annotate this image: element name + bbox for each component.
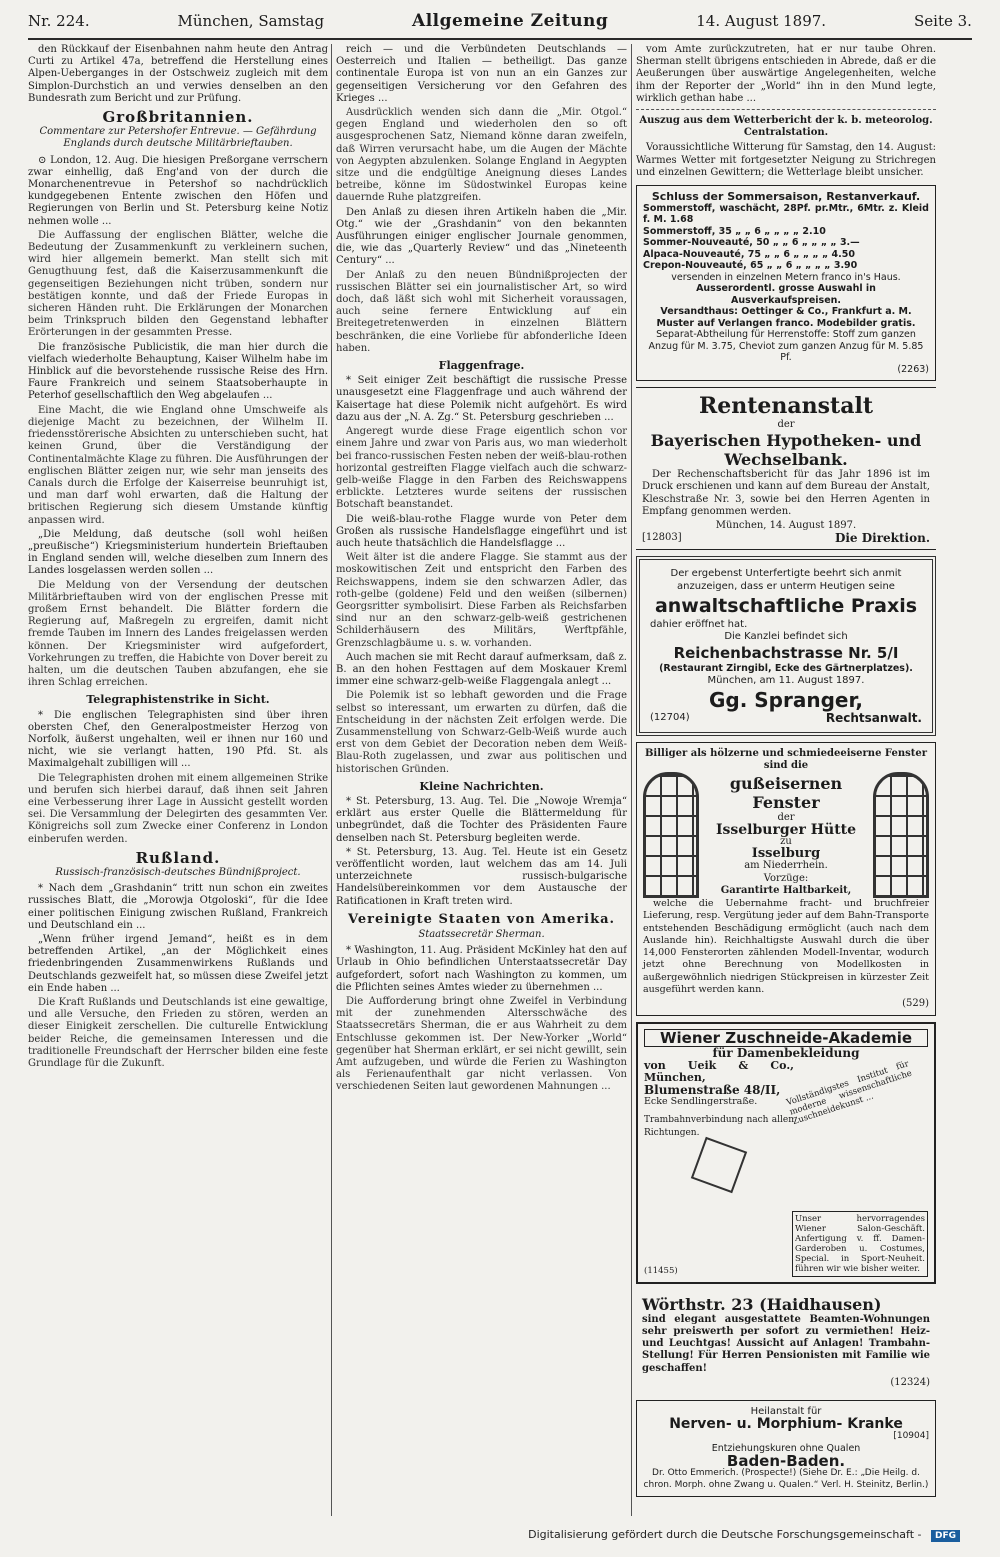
ad-code: [10904]: [893, 1431, 929, 1442]
newspaper-title: Allgemeine Zeitung: [412, 11, 609, 31]
ad-box: Unser hervorragendes Wiener Salon-Geschäft. Anfertigung v. ff. Damen-Garderoben u. Costumes, Special. in Sport-Neuheit. führen wir wie bisher weiter.: [792, 1211, 928, 1277]
ad-guarantee: Garantirte Haltbarkeit,: [720, 884, 852, 896]
text-fill: Die Aufforderung bringt ohne Zweifel in Verbindung mit der zunehmenden Altersschwäche des Staatssecretärs Sherman, die er aus Wahrheit zu dem Entschlusse gekommen ist. Der New-Yorker „World“ gegenüber hat Sherman erklärt, er sei nicht gewillt, sein Amt aufzugeben, und würde die Ferien zu Washington als Ferienaufenthalt gar nicht verlassen. Von verschiedenen Seiten laut gewordenen Mahnungen ...: [336, 996, 627, 1093]
ad-text: Der Rechenschaftsbericht für das Jahr 1896 ist im Druck erschienen und kann auf dem Bureau der Anstalt, Kleschstraße Nr. 3, sowie bei den Herren Agenten in Empfang genommen werden.: [642, 469, 930, 517]
section-heading-flag: Flaggenfrage.: [438, 359, 525, 373]
article-paragraph: * Nach dem „Grashdanin“ tritt nun schon ein zweites russisches Blatt, die „Morowja Otgoloski“, für die Idee einer politischen Einigung zwischen Rußland, Frankreich und Deutschland ein ...: [28, 883, 328, 931]
window-illustration: [873, 772, 929, 898]
star-stamp-icon: [691, 1137, 747, 1193]
issue-number: Nr. 224.: [28, 12, 90, 30]
ad-code: (2263): [897, 363, 929, 375]
weather-text: Voraussichtliche Witterung für Samstag, den 14. August: Warmes Wetter mit fortgesetzter Neigung zu Strichregen und einzelnen Gewittern; die Wetterlage bleibt unsicher.: [636, 142, 936, 178]
page-header: [28, 8, 972, 34]
section-subheading-us: Staatssecretär Sherman.: [418, 929, 545, 941]
text-fill: Die Kraft Rußlands und Deutschlands ist eine gewaltige, und alle Versuche, den Frieden zu stören, werden an dieser Einigkeit zerschellen. Die culturelle Entwicklung beider Reiche, die gemeinsamen Interessen und die traditionelle Freundschaft der Herrscher bilden eine feste Grundlage für die Zukunft.: [28, 997, 328, 1070]
section-heading-ru: Rußland.: [135, 848, 221, 867]
article-paragraph: „Wenn früher irgend Jemand“, heißt es in dem betreffenden Artikel, „an der Möglichkeit eines friedenbringenden Zusammenwirkens Rußlands und Deutschlands gezweifelt hat, so müssen diese Zweifel jetzt ein Ende haben ...: [28, 934, 328, 994]
ad-text: sind elegant ausgestattete Beamten-Wohnungen sehr preiswerth per sofort zu vermiethen! Heiz- und Leuchtgas! Aussicht auf Anlagen! Trambahn-Stellung! Für Herren Pensionisten mit Familie wie geschaffen!: [642, 1313, 930, 1374]
ad-code: (529): [902, 997, 929, 1009]
article-paragraph: Die weiß-blau-rothe Flagge wurde von Peter dem Großen als russische Handelsflagge eingeführt und ist auch heute thatsächlich die Handelsflagge ...: [336, 513, 627, 549]
ad-restanverkauf: [636, 185, 936, 381]
text-fill: Eine Macht, die wie England ohne Umschweife als diejenige Macht zu bezeichnen, der Wilhelm II. friedensstörerische Absichten zu unterschieben sucht, hat keinen Grund, über die Verständigung der Continentalmächte Klage zu führen. Die Ausführungen der englischen Blätter zeigen nur, wie sehr man jenseits des Canals durch die Erfolge der Kaiserreise beunruhigt ist, und man darf wohl erwarten, daß die Haltung der britischen Regierung sich diesem Umstande künftig anpassen wird.: [28, 404, 328, 526]
column-3: [636, 44, 936, 1514]
ad-diagonal-text: Vollständigstes Institut für moderne wissenschaftliche Zuschneidekunst ...: [785, 1058, 914, 1127]
ad-name: Gg. Spranger,: [708, 687, 863, 712]
text-fill: Der Anlaß zu den neuen Bündnißprojecten der russischen Blätter sei ein journalistischer Art, so wird doch, daß läßt sich wohl mit Sicherheit voraussagen, auch seine fernere Entwicklung auf ein Breitegetretenwerden in einzelnen Blättern beschränken, die eine Vorliebe für abfonderliche Ideen haben.: [336, 269, 627, 354]
header-rule: [28, 38, 972, 40]
footer-text: Digitalisierung gefördert durch die Deutsche Forschungsgemeinschaft -: [528, 1528, 922, 1541]
dfg-logo: DFG: [931, 1530, 960, 1542]
ad-role: Rechtsanwalt.: [825, 710, 922, 725]
ad-rentenanstalt: [636, 387, 936, 550]
ad-date: München, am 11. August 1897.: [707, 675, 865, 687]
ad-doc: Dr. Otto Emmerich. (Prospecte!) (Siehe Dr. E.: „Die Heilg. d. chron. Morph. ohne Zwang u. Qualen.“ Verl. H. Steinitz, Berlin.): [643, 1467, 929, 1491]
ad-signature: Die Direktion.: [834, 531, 930, 546]
issue-date: 14. August 1897.: [696, 12, 827, 30]
article-paragraph: Die französische Publicistik, die man hier durch die vielfach wiederholte Behauptung, Kaiser Wilhelm habe im Hinblick auf die bevorstehende russische Reise des Hrn. Faure Frankreich und seinem Staatsoberhaupte in Peterhof gesellschaftlich den Weg abgelaufen ...: [28, 341, 328, 402]
column-divider: [631, 44, 632, 1516]
ad-top: Billiger als hölzerne und schmiedeeiserne Fenster sind die: [644, 747, 927, 772]
text-fill: Die Polemik ist so lebhaft geworden und die Frage selbst so interessant, um erwarten zu dürfen, daß die Entscheidung in der nächsten Zeit erfolgen werde. Die Zusammenstellung von Schwarz-Gelb-Weiß wurde auch erst von dem Gebiet der Decoration neben dem Weiß-Blau-Roth zugelassen, und zwar aus politischen und historischen Gründen.: [336, 690, 627, 775]
ad-fenster: [636, 742, 936, 1016]
window-illustration: [643, 772, 699, 898]
ad-row: Sommerstoff, waschächt, 28Pf. pr.Mtr., 6Mtr. z. Kleid f. M. 1.68: [643, 202, 929, 226]
ad-firm: von Ueik & Co., München,: [644, 1058, 794, 1084]
ad-headline: gußeisernen Fenster: [729, 773, 843, 812]
ad-der: der: [777, 419, 795, 431]
ad-vorzuge: Vorzüge:: [763, 872, 809, 884]
page-number: Seite 3.: [914, 12, 972, 30]
ad-tram: Trambahnverbindung nach allen Richtungen.: [644, 1115, 794, 1138]
place-date: München, Samstag: [177, 12, 325, 30]
ad-date: München, 14. August 1897.: [715, 520, 857, 532]
ad-code: (11455): [644, 1265, 678, 1276]
text-fill: Die Telegraphisten drohen mit einem allgemeinen Strike und berufen sich hierbei darauf, daß ihnen seit Jahren eine Verbesserung ihrer Lage in Aussicht gestellt worden sei. Die Versammlung der Delegirten des gesammten Ver. Königreichs soll zum Zwecke einer Conferenz in London einberufen werden.: [28, 772, 328, 845]
ad-place: Baden-Baden.: [726, 1451, 846, 1470]
ad-headline: anwaltschaftliche Praxis: [654, 594, 918, 617]
article-paragraph: Den Anlaß zu diesen ihren Artikeln haben die „Mir. Otg.“ wie der „Grashdanin“ von den bekannten Ausführungen einiger englischer Journale genommen, die, wie das „Quarterly Review“ und das „Nineteenth Century“ ...: [336, 206, 627, 267]
ad-code: (12704): [650, 711, 690, 723]
ad-heilanstalt: [636, 1400, 936, 1497]
ad-row: Sommer-Nouveauté, 50 „ „ 6 „ „ „ „ 3.—: [643, 237, 860, 249]
ad-street: Blumenstraße 48/II,: [644, 1082, 781, 1097]
section-heading-us: Vereinigte Staaten von Amerika.: [347, 911, 616, 927]
ad-corner: Ecke Sendlingerstraße.: [644, 1096, 758, 1108]
section-heading-news: Kleine Nachrichten.: [419, 779, 544, 793]
page-footer: [0, 1528, 1000, 1550]
text-fill: Angeregt wurde diese Frage eigentlich schon vor einem Jahre und zwar von Paris aus, wo man wiederholt bei franco-russischen Festen neben der weiß-blau-rothen horizontal gestreiften Flagge vielfach auch die schwarz-gelb-weiße Flagge in den Farben des Reichswappens erblickte. Letzteres wurde seitens der russischen Botschaft beanstandet.: [336, 426, 627, 511]
ad-intro: Der ergebenst Unterfertigte beehrt sich anmit anzuzeigen, dass er unterm Heutigen seine: [670, 568, 902, 592]
article-paragraph: * St. Petersburg, 13. Aug. Tel. Heute ist ein Gesetz veröffentlicht worden, laut welchem das am 14. Juli unterzeichnete russisch-bulgarische Handelsübereinkommen vor dem Austausche der Ratificationen in Kraft treten wird.: [336, 846, 627, 907]
ad-bank-name: Bayerischen Hypotheken- und Wechselbank.: [650, 431, 922, 470]
section-subheading-ru: Russisch-französisch-deutsches Bündnißproject.: [55, 867, 301, 878]
ad-address: Reichenbachstrasse Nr. 5/I: [673, 644, 899, 663]
ad-title: Wiener Zuschneide-Akademie: [644, 1029, 928, 1047]
ad-sub: Entziehungskuren ohne Qualen: [711, 1442, 861, 1454]
ad-anwalt: [636, 556, 936, 735]
article-paragraph: Auch machen sie mit Recht darauf aufmerksam, daß z. B. an den hohen Festtagen auf dem Moskauer Kreml immer eine schwarz-gelb-weiße Flaggengala anlegt ...: [336, 651, 627, 688]
ad-title: Heilanstalt für: [750, 1405, 822, 1417]
ad-row: Alpaca-Nouveauté, 75 „ „ 6 „ „ „ „ 4.50: [643, 248, 855, 260]
text-fill: Ausdrücklich wenden sich dann die „Mir. Otgol.“ gegen England und wiederholen den so oft ausgesprochenen Satz, Niemand könne daran zweifeln, daß Wirren verursacht habe, um die Augen der Mächte von Aegypten abzulenken. Solange England in Aegypten sitze und die endgültige Aneignung dieses Landes betreibe, könne im Südostwinkel Europas keine dauernde Ruhe platzgreifen.: [336, 107, 627, 204]
column-1: [28, 44, 328, 1514]
ad-place: Isselburg: [751, 846, 821, 862]
article-paragraph: * Die englischen Telegraphisten sind über ihren obersten Chef, den Generalpostmeister Herzog von Norfolk, äußerst ungehalten, weil er ihnen nur 160 und nicht, wie sie verlangt hatten, 190 Pfd. St. als Maximalgehalt zubilligen will ...: [28, 709, 328, 770]
ad-separate: Separat-Abtheilung für Herrenstoffe: Stoff zum ganzen Anzug für M. 3.75, Cheviot zum ganzen Anzug für M. 5.85 Pf.: [648, 329, 924, 364]
ad-headline: Nerven- u. Morphium- Kranke: [669, 1416, 903, 1433]
weather-title: Auszug aus dem Wetterbericht der k. b. meteorolog. Centralstation.: [639, 115, 933, 139]
article-paragraph: vom Amte zurückzutreten, hat er nur taube Ohren. Sherman stellt übrigens entschieden in Abrede, daß er die Aeußerungen über auswärtige Angelegenheiten, welche ihm der Reporter der „World“ ihn in den Mund legte, wirklich gethan habe ...: [636, 44, 936, 104]
ad-der: der: [777, 811, 795, 823]
article-paragraph: * Seit einiger Zeit beschäftigt die russische Presse unausgesetzt eine Flaggenfrage und auch während der Kaisertage hat diese Polemik nicht aufgehört. Es wird dazu aus der „N. A. Zg.“ St. Petersburg geschrieben ...: [336, 375, 627, 423]
ad-sample: Muster auf Verlangen franco. Modebilder gratis.: [656, 317, 916, 329]
ad-code: (12324): [890, 1376, 930, 1388]
section-heading-tel: Telegraphistenstrike in Sicht.: [86, 693, 270, 707]
ad-code: [12803]: [642, 532, 682, 544]
ad-opened: dahier eröffnet hat.: [650, 618, 748, 630]
text-fill: Die Auffassung der englischen Blätter, welche die Bedeutung der Zusammenkunft zu verkleinern suchen, wird hier allgemein bemerkt. Man stellt sich mit Genugthuung fest, daß die Kaiserzusammenkunft die gegenseitigen Beziehungen nicht trüben, sondern nur bestätigen konnte, und daß der Friede Europas in sicheren Händen ruht. Die Erklärungen der Monarchen beim Trinkspruch bilden den Gegenstand lebhafter Erörterungen in der gesammten Presse.: [28, 229, 328, 339]
article-paragraph: * Washington, 11. Aug. Präsident McKinley hat den auf Urlaub in Ohio befindlichen Unterstaatssecretär Day aufgefordert, sofort nach Washington zu kommen, um die Pflichten seines Amtes wieder zu übernehmen ...: [336, 945, 627, 993]
intro-paragraph: den Rückkauf der Eisenbahnen nahm heute den Antrag Curti zu Artikel 47a, betreffend die Herstellung eines Alpen-Ueberganges in der Ostschweiz zugleich mit dem Simplon-Durchstich an und verwies denselben an den Bundesrath zum Bericht und zur Prüfung.: [28, 44, 328, 104]
ad-title: Rentenanstalt: [698, 393, 873, 420]
ad-row: Sommerstoff, 35 „ „ 6 „ „ „ „ 2.10: [643, 225, 826, 237]
article-paragraph: „Die Meldung, daß deutsche (soll wohl heißen „preußische“) Kriegsministerium hundertein Brieftauben in England senden will, welche dieselben zum Innern des Landes losgelassen werden sollen ...: [28, 528, 328, 577]
article-paragraph: * St. Petersburg, 13. Aug. Tel. Die „Nowoje Wremja“ erklärt aus erster Quelle die Blättermeldung für unbegründet, daß die Tochter des Präsidenten Faure denselben nach St. Petersburg begleiten werde.: [336, 795, 627, 844]
section-heading-gb: Großbritannien.: [102, 108, 254, 127]
column-2: [336, 44, 627, 1514]
ad-firm: Versandthaus: Oettinger & Co., Frankfurt a. M.: [660, 306, 912, 318]
ad-office: Die Kanzlei befindet sich: [724, 631, 848, 643]
ad-zu: zu: [780, 835, 792, 847]
ad-region: am Niederrhein.: [744, 860, 828, 872]
ad-firm: Isselburger Hütte: [715, 821, 857, 838]
divider: [636, 109, 936, 110]
column-divider: [331, 44, 332, 1516]
ad-text: welche die Uebernahme fracht- und bruchfreier Lieferung, resp. Vergütung jeder auf dem Bahn-Transporte entstehenden Beschädigung ermöglicht (auch nach dem Auslande hin). Reichhaltigste Auswahl durch die über 14,000 Fensterorten zählenden Modell-Inventar, wodurch jetzt ohne Berechnung von Modellkosten in außergewöhnlich niedrigen Stückpreisen in kürzester Zeit ausgeführt werden kann.: [643, 898, 929, 995]
article-paragraph: reich — und die Verbündeten Deutschlands — Oesterreich und Italien — betheiligt. Das ganze continentale Europa ist von nun an ein Ganzes zur gegenseitigen Versicherung vor den Gefahren des Krieges ...: [336, 44, 627, 104]
section-subheading-gb: Commentare zur Petershofer Entrevue. — Gefährdung Englands durch deutsche Militärbrieftauben.: [39, 126, 317, 150]
ad-restaurant: (Restaurant Zirngibl, Ecke des Gärtnerplatzes).: [659, 663, 913, 675]
ad-woerthstr: [636, 1290, 936, 1394]
ad-zuschneide: [636, 1022, 936, 1284]
article-paragraph: ⊙ London, 12. Aug. Die hiesigen Preßorgane verrschern zwar einhellig, daß Eng'and von der durch die Monarchenentrevue in Petershof so nachdrücklich kundgegebenen Entente zwischen den Höfen und Regierungen von Berlin und St. Petersburg keine Notiz nehmen wolle ...: [28, 154, 328, 227]
ad-title: Schluss der Sommersaison, Restanverkauf.: [651, 190, 921, 204]
ad-note: Ausserordentl. grosse Auswahl in Ausverkaufspreisen.: [696, 283, 876, 306]
ad-note: versenden in einzelnen Metern franco in's Haus.: [671, 271, 901, 283]
text-fill: Die Meldung von der Versendung der deutschen Militärbrieftauben wird von der englischen Presse mit großem Ernst behandelt. Die Blätter fordern die Regierung auf, Maßregeln zu ergreifen, damit nicht fremde Tauben im Innern des Landes freigelassen werden können. Der Kriegsminister wird aufgefordert, Vorkehrungen zu treffen, die Habichte von Dover bereit zu halten, um die deutschen Tauben abzufangen, ehe sie ihren Schlag erreichen.: [28, 579, 328, 689]
ad-title: Wörthstr. 23 (Haidhausen): [642, 1294, 882, 1314]
text-fill: Weit älter ist die andere Flagge. Sie stammt aus der moskowitischen Zeit und entspricht den Farben des Reichswappens, indem sie den schwarzen Adler, das roth-gelbe (goldene) Feld und den weißen (silbernen) Georgsritter symbolisirt. Diese Farben als Reichsfarben sind nur an den schwarz-gelb-weiß gestrichenen Schilderhäusern des Militärs, Werftpfähle, Grenzschlagbäume u. s. w. vorhanden.: [336, 552, 627, 649]
ad-sub: für Damenbekleidung: [712, 1046, 860, 1061]
ad-row: Crepon-Nouveauté, 65 „ „ 6 „ „ „ „ 3.90: [643, 260, 858, 272]
